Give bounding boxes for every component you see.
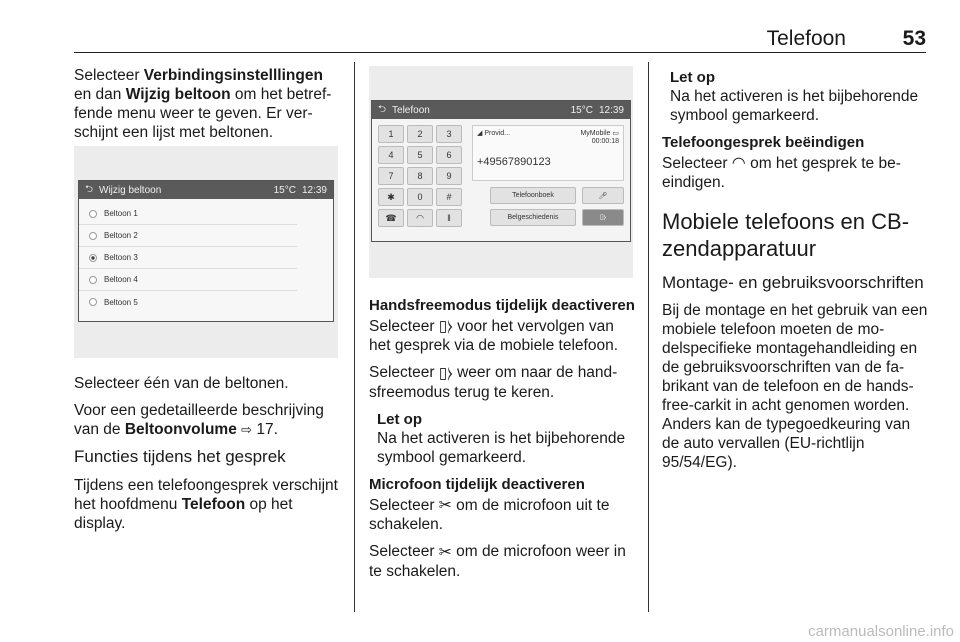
list-item[interactable] [79, 269, 297, 291]
text: om de microfoon uit te schakelen. [369, 496, 610, 534]
signal-icon: ◢ [477, 130, 483, 137]
device-label: MyMobile [580, 130, 611, 137]
battery-icon: ▭ [612, 130, 619, 137]
clock: 12:39 [301, 184, 327, 196]
text: om de microfoon weer in te schakelen. [369, 543, 626, 580]
call-info-panel [472, 125, 624, 181]
section-heading: Functies tijdens het gesprek [74, 447, 286, 466]
subheading: Telefoongesprek beëindigen [662, 134, 865, 151]
radio-icon [89, 210, 97, 218]
list-item-label: Beltoon 4 [104, 275, 138, 284]
key-3[interactable]: 3 [436, 125, 462, 143]
speaker-icon: ▯⧽ [438, 364, 453, 382]
text: en dan [74, 86, 126, 103]
screenshot-ringtone [74, 146, 338, 358]
back-icon[interactable]: ⮌ [85, 183, 94, 195]
text: weer om naar de handsfreemodus terug te keren. [369, 364, 618, 401]
key-4[interactable]: 4 [378, 146, 404, 164]
note-body: Na het activeren is het bijbehorende symbool gemarkeerd. [377, 429, 626, 466]
text: voor het vervolgen van het gesprek via de mobiele telefoon. [369, 318, 619, 355]
key-6[interactable]: 6 [436, 146, 462, 164]
hangup-icon[interactable]: ◠ [407, 209, 433, 227]
temperature: 15°C [273, 184, 296, 196]
list-item[interactable] [79, 291, 297, 313]
note-title: Let op [670, 69, 715, 86]
text: Selecteer [662, 155, 732, 172]
subheading: Microfoon tijdelijk deactiveren [369, 475, 585, 493]
paragraph [74, 66, 342, 142]
text: Tijdens een telefoongesprek verschijnt het hoofdmenu [74, 477, 338, 513]
key-2[interactable]: 2 [407, 125, 433, 143]
call-icon[interactable]: ☎ [378, 209, 404, 227]
device-name [580, 129, 619, 137]
key-7[interactable]: 7 [378, 167, 404, 185]
ringtone-screen [78, 180, 334, 322]
text: om het gesprek te beeindigen. [662, 155, 901, 192]
speaker-icon: ▯⧽ [438, 318, 453, 336]
radio-icon [89, 232, 97, 240]
column-divider [354, 62, 355, 612]
watermark: carmanualsonline.info [808, 623, 954, 640]
key-hash[interactable]: # [436, 188, 462, 206]
key-0[interactable]: 0 [407, 188, 433, 206]
hangup-icon: ◠ [731, 155, 746, 173]
text: Voor een gedetailleerde beschrijving van de [74, 402, 324, 438]
radio-icon [89, 298, 97, 306]
list-item-label: Beltoon 2 [104, 231, 138, 240]
text: Selecteer [74, 67, 144, 84]
text: Selecteer [369, 496, 439, 514]
page-number: 53 [902, 27, 926, 50]
key-5[interactable]: 5 [407, 146, 433, 164]
paragraph: Bij de montage en het gebruik van een mobiele telefoon moeten de modelspecifieke montagehandleiding en de gebruiksvoorschriften van de fabrikant van de telefoon en de handsfree-carkit in acht genomen worden. Anders kan de typegoedkeuring van de auto vervallen (EU-richtlijn 95/54/EG). [662, 302, 928, 472]
clock: 12:39 [598, 104, 624, 116]
paragraph: Selecteer één van de beltonen. [74, 375, 289, 392]
mic-off-icon[interactable]: 🎤︎ [582, 187, 624, 204]
menu-term: Verbindingsinstelllingen [143, 67, 323, 84]
page-header [74, 27, 926, 53]
list-item[interactable] [79, 203, 297, 225]
text: op het display. [74, 496, 293, 532]
note-body: Na het activeren is het bijbehorende symbool gemarkeerd. [670, 88, 919, 124]
back-icon[interactable]: ⮌ [378, 103, 387, 115]
key-9[interactable]: 9 [436, 167, 462, 185]
menu-term: Telefoon [181, 496, 246, 513]
list-item-label: Beltoon 1 [104, 209, 138, 218]
text: Selecteer [369, 543, 439, 561]
phone-screen [371, 100, 631, 242]
paragraph [369, 363, 635, 401]
menu-term: Beltoonvolume [124, 421, 237, 438]
temperature: 15°C [570, 104, 593, 116]
menu-term: Wijzig beltoon [125, 86, 231, 103]
radio-selected-icon [89, 254, 97, 262]
key-star[interactable]: ✱ [378, 188, 404, 206]
phonebook-button[interactable]: Telefoonboek [490, 187, 576, 204]
mic-off-icon: ✂ [438, 543, 452, 561]
column-2 [369, 296, 635, 589]
text: Selecteer [369, 318, 439, 335]
column-divider [648, 62, 649, 612]
screen-title: Wijzig beltoon [99, 184, 162, 196]
screen-titlebar [79, 181, 333, 199]
list-item[interactable] [79, 225, 297, 247]
note-title: Let op [377, 410, 422, 428]
text: 17. [252, 421, 278, 438]
list-item-label: Beltoon 5 [104, 297, 138, 307]
paragraph [74, 401, 342, 439]
radio-icon [89, 276, 97, 284]
screenshot-phone [369, 66, 633, 278]
paragraph [369, 317, 635, 355]
paragraph [369, 542, 635, 580]
call-history-button[interactable]: Belgeschiedenis [490, 209, 576, 226]
subsection-heading: Montage- en gebruiksvoorschriften [662, 273, 924, 293]
section-heading: Mobiele telefoons en CB-zendapparatuur [662, 209, 910, 262]
subheading: Handsfreemodus tijdelijk deactiveren [369, 297, 635, 314]
list-item-label: Beltoon 3 [104, 253, 138, 262]
list-item[interactable] [79, 247, 297, 269]
section-title: Telefoon [766, 27, 846, 50]
screen-titlebar [372, 101, 630, 119]
column-1 [74, 66, 342, 150]
paragraph [74, 476, 342, 533]
signal-provider [477, 129, 510, 137]
paragraph [369, 496, 635, 534]
text: Selecteer [369, 364, 439, 382]
note [369, 410, 635, 467]
text: om het betreffende menu weer te geven. Er verschijnt een lijst met beltonen. [74, 86, 332, 141]
mic-off-icon: ✂ [438, 497, 452, 515]
paragraph [662, 154, 928, 192]
keypad [378, 125, 462, 227]
speaker-icon[interactable]: ▯⧽ [582, 209, 624, 226]
page-ref-arrow-icon: ⇨ [241, 422, 253, 437]
call-duration: 00:00:18 [591, 138, 619, 145]
phone-number: +49567890123 [477, 156, 551, 168]
provider-name: Provid... [484, 130, 511, 137]
note [662, 68, 928, 125]
key-1[interactable]: 1 [378, 125, 404, 143]
screen-title: Telefoon [392, 104, 430, 116]
column-3 [662, 68, 928, 480]
pause-icon[interactable]: ‖ [436, 209, 462, 227]
column-1-lower [74, 374, 342, 541]
key-8[interactable]: 8 [407, 167, 433, 185]
